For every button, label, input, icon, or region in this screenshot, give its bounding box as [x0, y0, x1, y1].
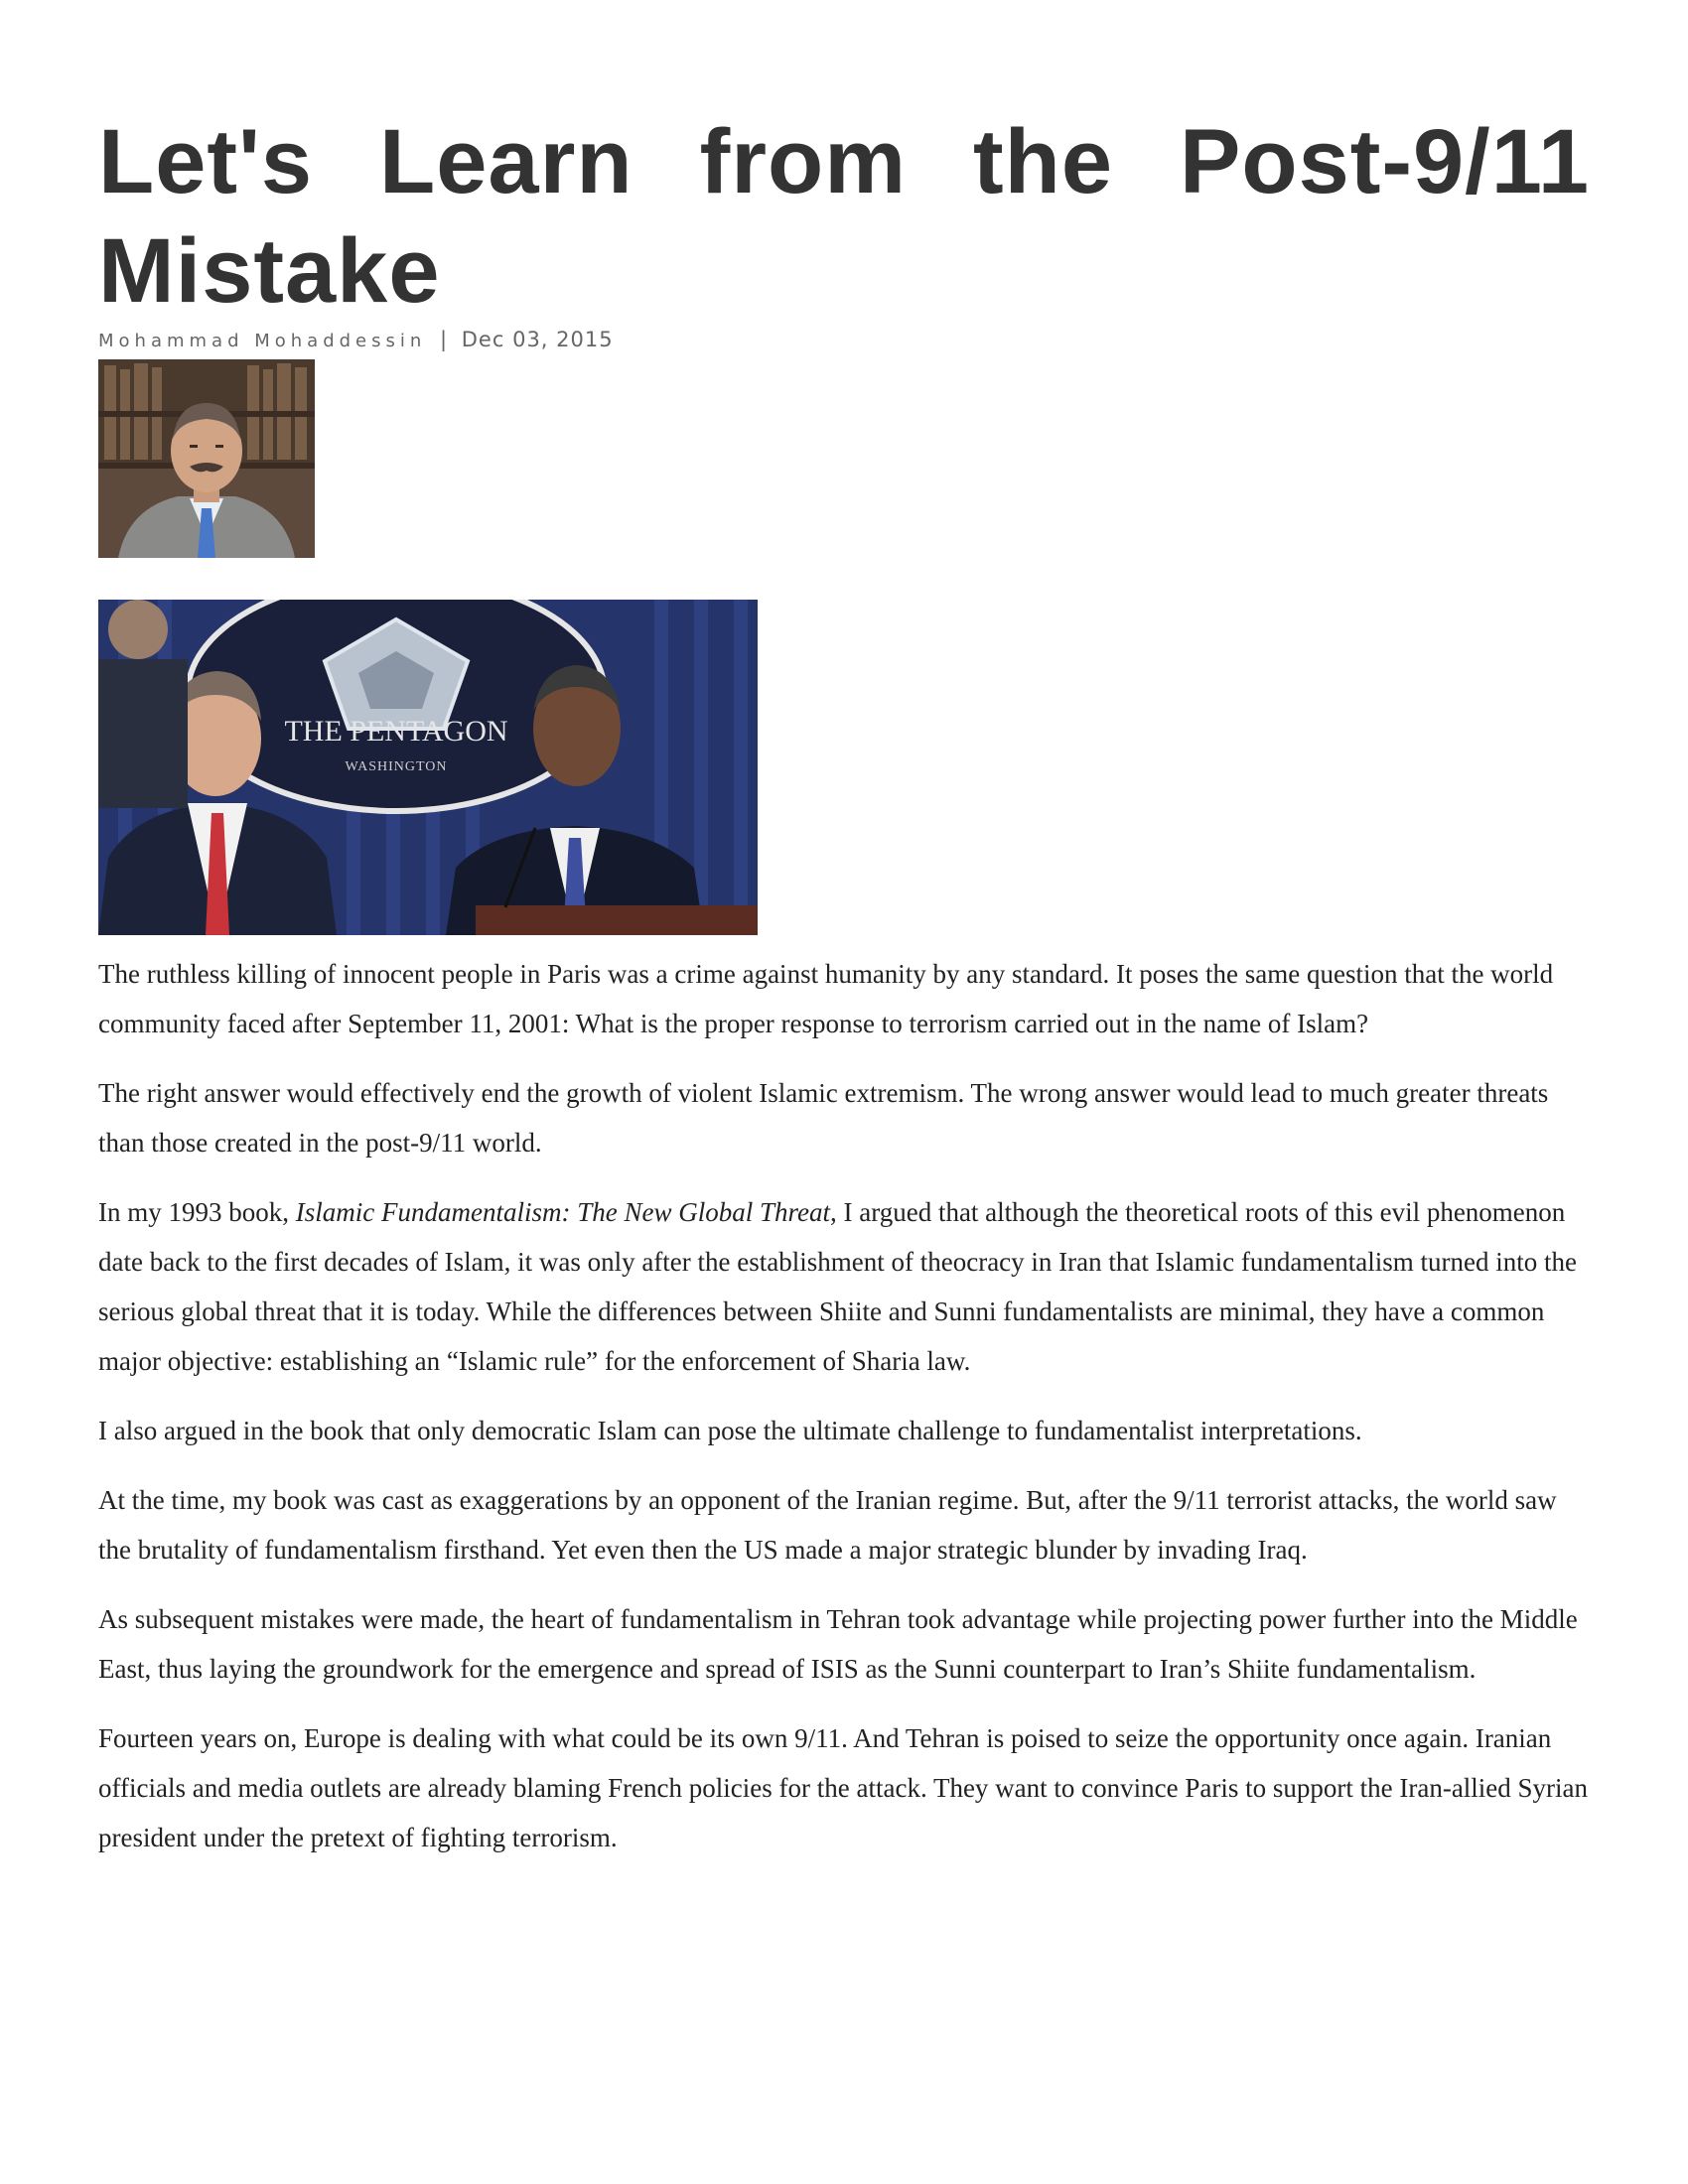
pentagon-sign-subtext: WASHINGTON [345, 759, 448, 774]
article-paragraph: At the time, my book was cast as exaggerations by an opponent of the Iranian regime. But, after the 9/11 terrorist attacks, the world saw the brutality of fundamentalism firsthand. Yet even then the US made a major strategic blunder by invading Iraq. [98, 1485, 1557, 1565]
byline [98, 328, 614, 351]
article-paragraph: I also argued in the book that only democratic Islam can pose the ultimate challenge to fundamentalist interpretations. [98, 1416, 1362, 1445]
author-photo [98, 359, 315, 558]
book-title: Islamic Fundamentalism: The New Global Threat [295, 1197, 830, 1227]
article-body [98, 949, 1590, 1882]
article-title: Let's Learn from the Post-9/11 Mistake [98, 111, 1590, 322]
hero-photo [98, 600, 758, 935]
pentagon-sign-text: THE PENTAGON [284, 715, 508, 748]
article-paragraph: As subsequent mistakes were made, the heart of fundamentalism in Tehran took advantage while projecting power further into the Middle East, thus laying the groundwork for the emergence and spread of ISIS as the Sunni counterpart to Iran’s Shiite fundamentalism. [98, 1604, 1578, 1684]
article-paragraph [98, 1187, 1590, 1386]
paragraph-text: , I argued that although the theoretical roots of this evil phenomenon date back to the first decades of Islam, it was only after the establishment of theocracy in Iran that Islamic fundamentalism turned into the serious global threat that it is today. While the differences between Shiite and Sunni fundamentalists are minimal, they have a common major objective: establishing an “Islamic rule” for the enforcement of Sharia law. [98, 1197, 1578, 1376]
article-paragraph: Fourteen years on, Europe is dealing with what could be its own 9/11. And Tehran is poised to seize the opportunity once again. Iranian officials and media outlets are already blaming French policies for the attack. They want to convince Paris to support the Iran-allied Syrian president under the pretext of fighting terrorism. [98, 1723, 1589, 1852]
article-paragraph: The right answer would effectively end the growth of violent Islamic extremism. The wrong answer would lead to much greater threats than those created in the post-9/11 world. [98, 1078, 1549, 1158]
publish-date: Dec 03, 2015 [461, 328, 614, 351]
paragraph-text: In my 1993 book, [98, 1197, 296, 1227]
author-name[interactable]: Mohammad Mohaddessin [98, 331, 427, 351]
byline-separator: | [440, 328, 449, 351]
article-paragraph: The ruthless killing of innocent people in Paris was a crime against humanity by any standard. It poses the same question that the world community faced after September 11, 2001: What is the proper response to terrorism carried out in the name of Islam? [98, 959, 1554, 1038]
